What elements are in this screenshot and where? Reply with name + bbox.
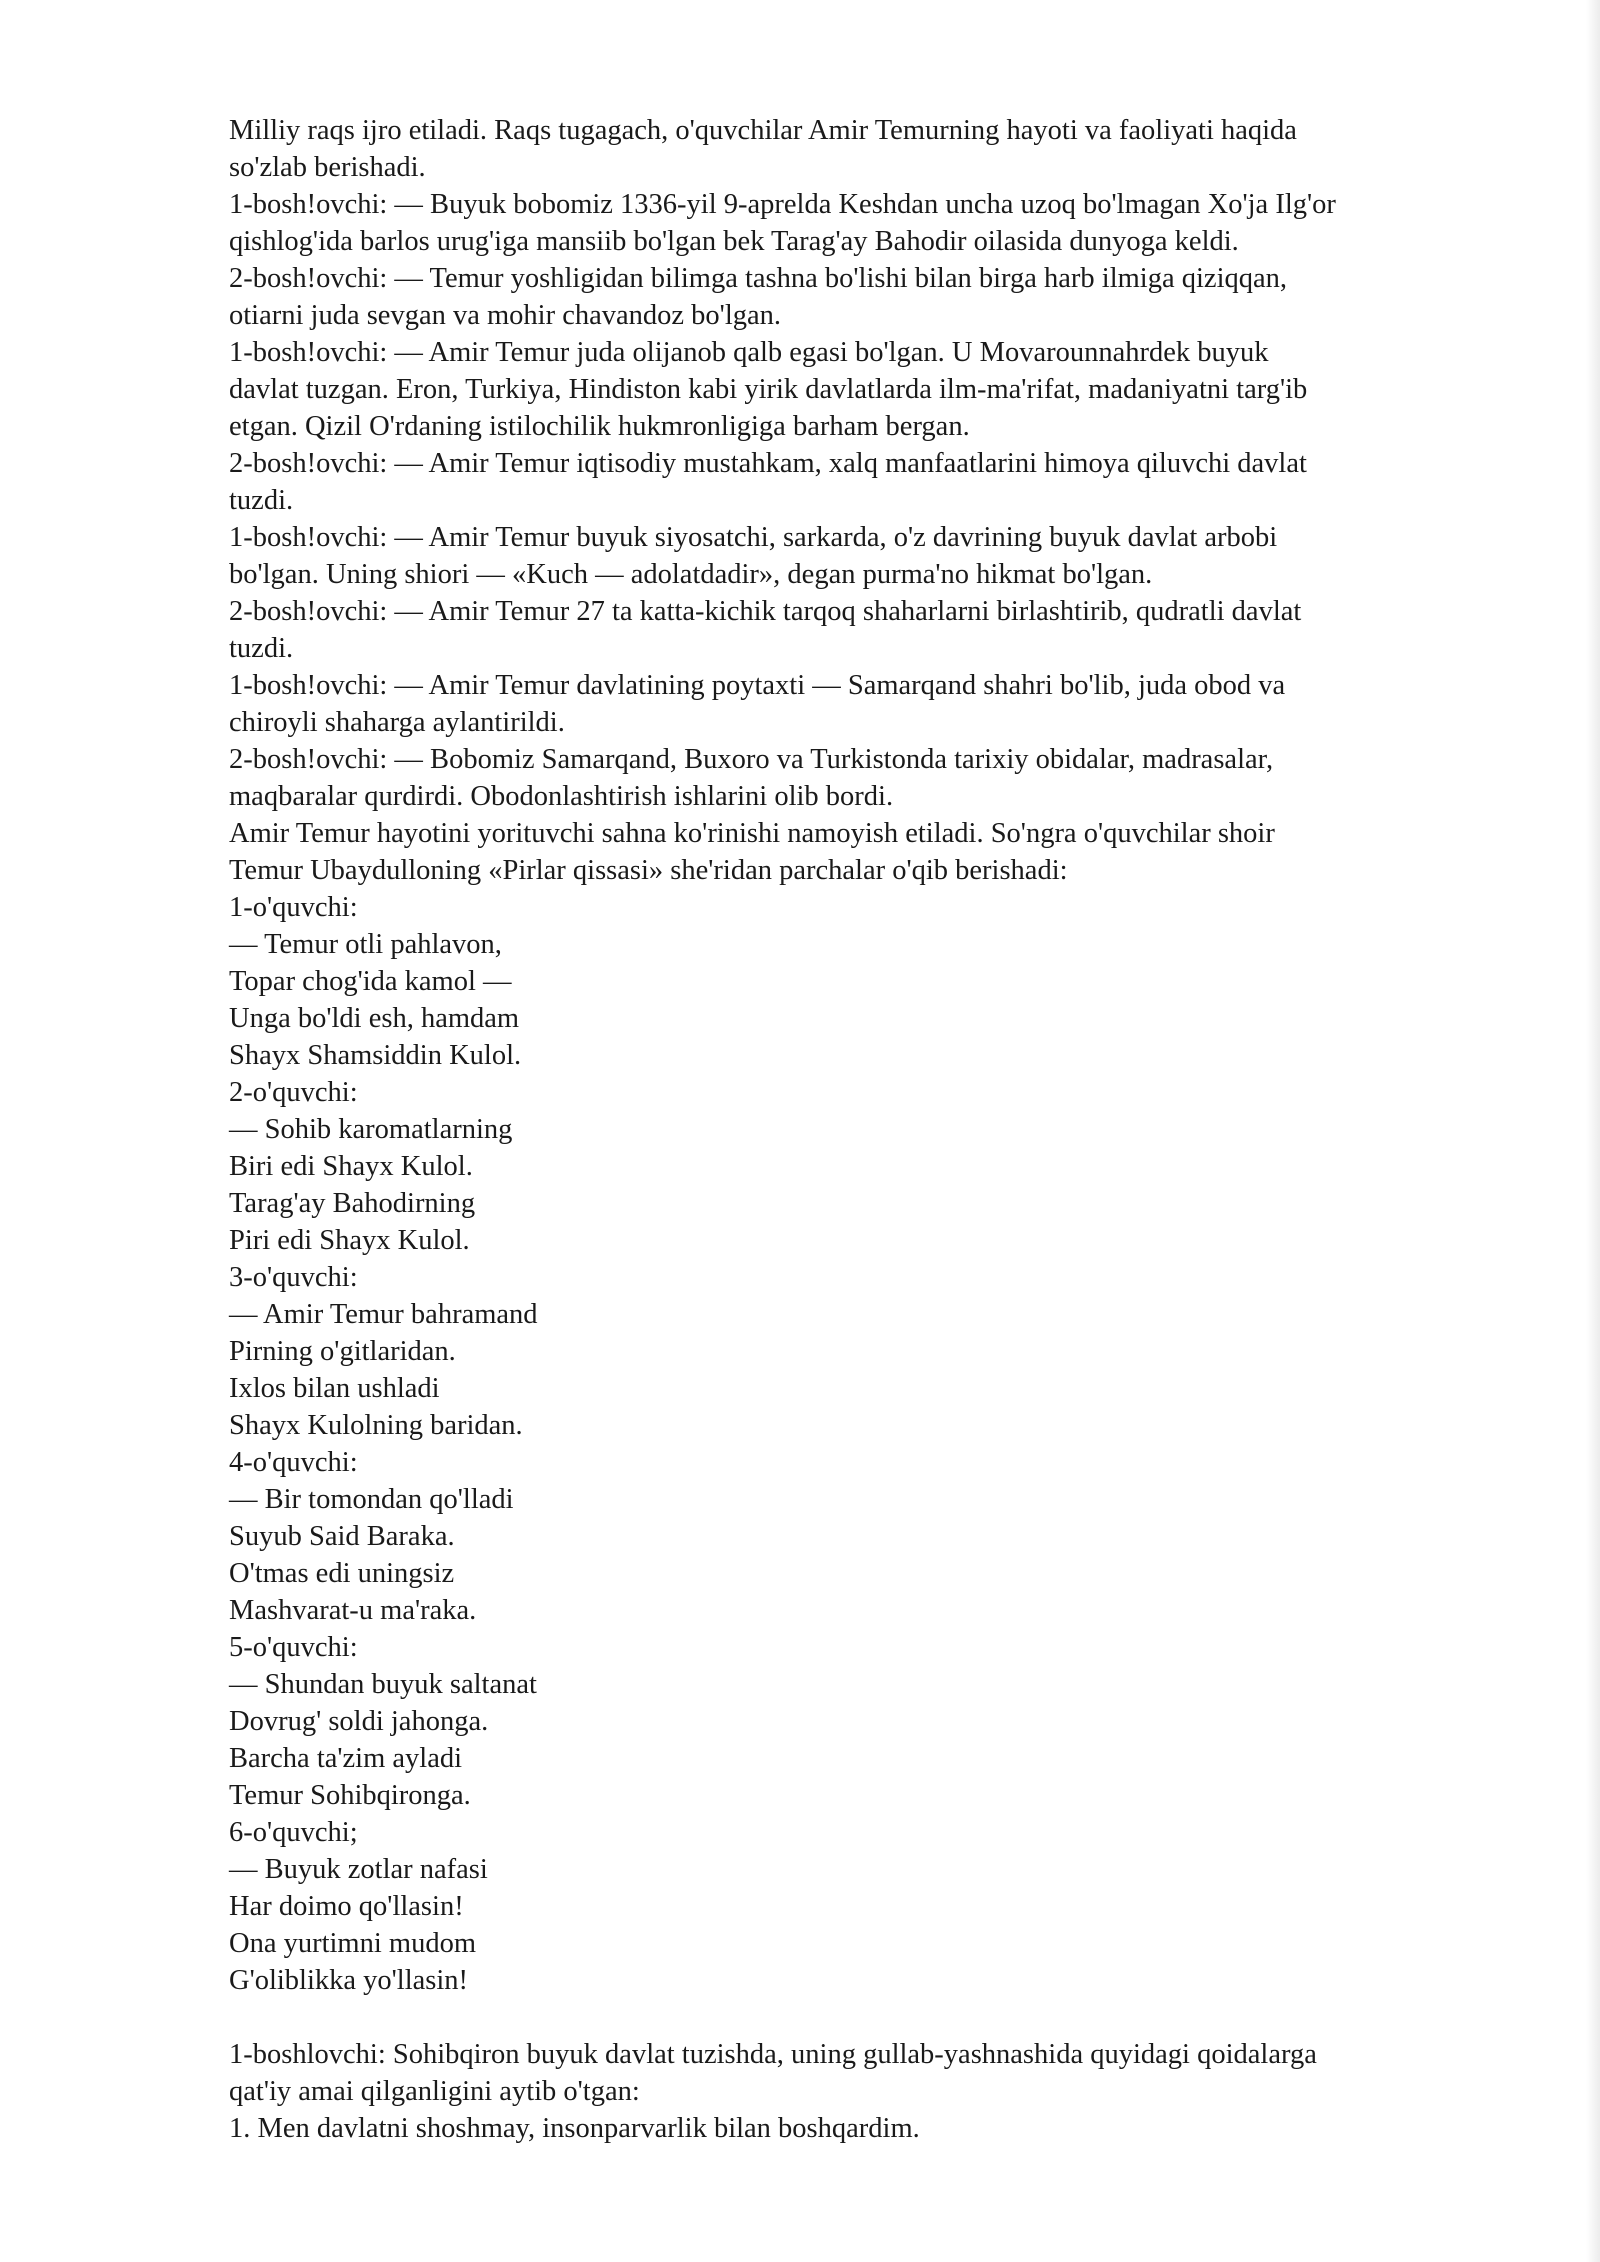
- text-line: Ixlos bilan ushladi: [229, 1373, 440, 1404]
- text-line: 4-o'quvchi:: [229, 1447, 358, 1478]
- text-line: 1-bosh!ovchi: — Amir Temur davlatining poytaxti — Samarqand shahri bo'lib, juda obod va: [229, 670, 1286, 701]
- text-line: 1. Men davlatni shoshmay, insonparvarlik bilan boshqardim.: [229, 2113, 920, 2144]
- text-line: Tarag'ay Bahodirning: [229, 1188, 476, 1219]
- text-line: — Buyuk zotlar nafasi: [229, 1854, 488, 1885]
- text-line: Har doimo qo'llasin!: [229, 1891, 464, 1922]
- text-line: 2-o'quvchi:: [229, 1077, 358, 1108]
- text-line: tuzdi.: [229, 485, 294, 516]
- text-line: Dovrug' soldi jahonga.: [229, 1706, 489, 1737]
- text-line: Suyub Said Baraka.: [229, 1521, 455, 1552]
- text-line: qishlog'ida barlos urug'iga mansiib bo'lgan bek Tarag'ay Bahodir oilasida dunyoga keldi.: [229, 226, 1239, 257]
- text-line: tuzdi.: [229, 633, 294, 664]
- text-line: Topar chog'ida kamol —: [229, 966, 512, 997]
- text-line: etgan. Qizil O'rdaning istilochilik hukmronligiga barham bergan.: [229, 411, 970, 442]
- text-line: O'tmas edi uningsiz: [229, 1558, 455, 1589]
- text-line: 1-bosh!ovchi: — Buyuk bobomiz 1336-yil 9-aprelda Keshdan uncha uzoq bo'lmagan Xo'ja Ilg'or: [229, 189, 1336, 220]
- text-line: Piri edi Shayx Kulol.: [229, 1225, 470, 1256]
- text-line: 2-bosh!ovchi: — Amir Temur 27 ta katta-kichik tarqoq shaharlarni birlashtirib, qudratli davlat: [229, 596, 1302, 627]
- page-edge-shadow: [1586, 0, 1600, 2262]
- text-line: 2-bosh!ovchi: — Temur yoshligidan bilimga tashna bo'lishi bilan birga harb ilmiga qiziqqan,: [229, 263, 1288, 294]
- text-line: 1-bosh!ovchi: — Amir Temur buyuk siyosatchi, sarkarda, o'z davrining buyuk davlat arbobi: [229, 522, 1278, 553]
- text-line: 1-o'quvchi:: [229, 892, 358, 923]
- text-line: Pirning o'gitlaridan.: [229, 1336, 456, 1367]
- text-line: qat'iy amai qilganligini aytib o'tgan:: [229, 2076, 640, 2107]
- document-text: [229, 112, 1529, 2147]
- text-line: — Shundan buyuk saltanat: [229, 1669, 537, 1700]
- text-line: Ona yurtimni mudom: [229, 1928, 476, 1959]
- text-line: Shayx Shamsiddin Kulol.: [229, 1040, 522, 1071]
- text-line: so'zlab berishadi.: [229, 152, 426, 183]
- text-line: Milliy raqs ijro etiladi. Raqs tugagach, o'quvchilar Amir Temurning hayoti va faoliyati haqida: [229, 115, 1297, 146]
- text-line: G'oliblikka yo'llasin!: [229, 1965, 469, 1996]
- text-line: chiroyli shaharga aylantirildi.: [229, 707, 565, 738]
- text-line: bo'lgan. Uning shiori — «Kuch — adolatdadir», degan purma'no hikmat bo'lgan.: [229, 559, 1153, 590]
- text-line: 6-o'quvchi;: [229, 1817, 358, 1848]
- text-line: Unga bo'ldi esh, hamdam: [229, 1003, 520, 1034]
- text-line: Barcha ta'zim ayladi: [229, 1743, 463, 1774]
- text-line: davlat tuzgan. Eron, Turkiya, Hindiston kabi yirik davlatlarda ilm-ma'rifat, madaniyatni targ'ib: [229, 374, 1308, 405]
- text-line: 1-boshlovchi: Sohibqiron buyuk davlat tuzishda, uning gullab-yashnashida quyidagi qoidalarga: [229, 2039, 1317, 2070]
- text-line: Temur Ubaydulloning «Pirlar qissasi» she'ridan parchalar o'qib berishadi:: [229, 855, 1068, 886]
- text-line: Mashvarat-u ma'raka.: [229, 1595, 477, 1626]
- text-line: — Amir Temur bahramand: [229, 1299, 538, 1330]
- text-line: Temur Sohibqironga.: [229, 1780, 471, 1811]
- text-line: 2-bosh!ovchi: — Amir Temur iqtisodiy mustahkam, xalq manfaatlarini himoya qiluvchi davlat: [229, 448, 1307, 479]
- text-line: Shayx Kulolning baridan.: [229, 1410, 523, 1441]
- text-line: 2-bosh!ovchi: — Bobomiz Samarqand, Buxoro va Turkistonda tarixiy obidalar, madrasalar,: [229, 744, 1274, 775]
- text-line: 1-bosh!ovchi: — Amir Temur juda olijanob qalb egasi bo'lgan. U Movarounnahrdek buyuk: [229, 337, 1269, 368]
- text-line: — Bir tomondan qo'lladi: [229, 1484, 514, 1515]
- text-line: Amir Temur hayotini yorituvchi sahna ko'rinishi namoyish etiladi. So'ngra o'quvchilar shoir: [229, 818, 1275, 849]
- blank-line: [229, 1999, 1529, 2036]
- text-line: maqbaralar qurdirdi. Obodonlashtirish ishlarini olib bordi.: [229, 781, 894, 812]
- text-line: — Sohib karomatlarning: [229, 1114, 513, 1145]
- text-line: otiarni juda sevgan va mohir chavandoz bo'lgan.: [229, 300, 782, 331]
- text-line: 3-o'quvchi:: [229, 1262, 358, 1293]
- text-line: Biri edi Shayx Kulol.: [229, 1151, 473, 1182]
- text-line: — Temur otli pahlavon,: [229, 929, 502, 960]
- text-line: 5-o'quvchi:: [229, 1632, 358, 1663]
